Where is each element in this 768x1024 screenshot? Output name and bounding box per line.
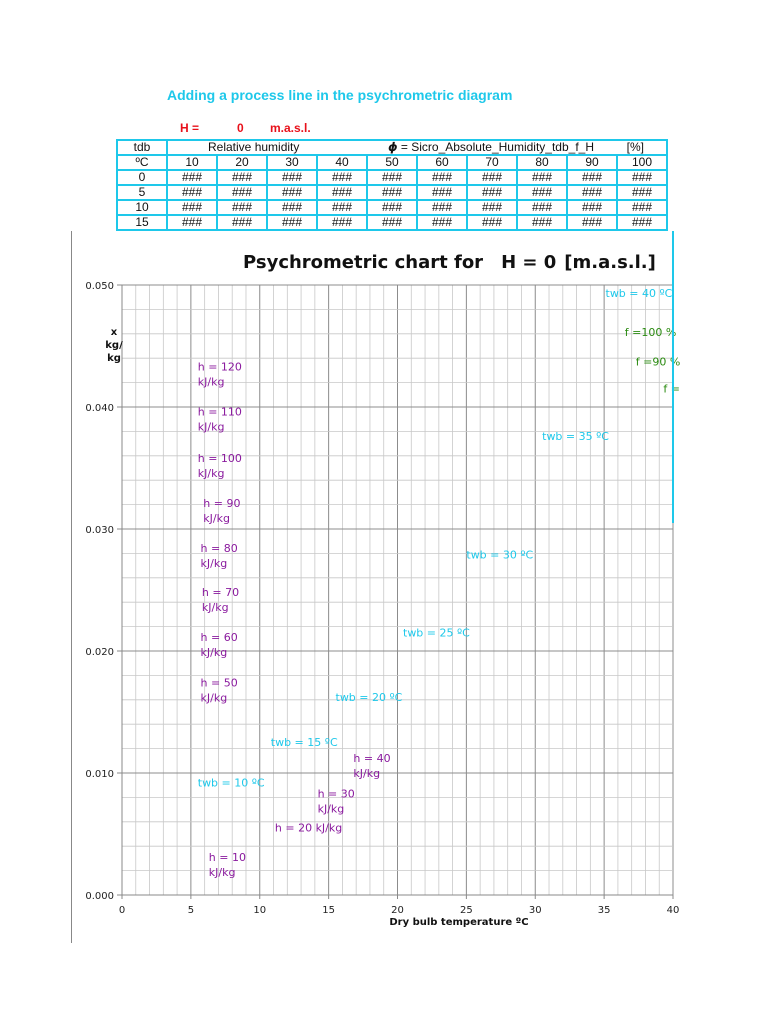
- table-cell[interactable]: ###: [167, 185, 217, 200]
- y-tick-label: 0.020: [85, 647, 114, 658]
- enthalpy-label: kJ/kg: [197, 466, 225, 480]
- y-tick-label: 0.040: [85, 403, 114, 414]
- table-cell[interactable]: ###: [517, 200, 567, 215]
- wet-bulb-label: twb = 20 ºC: [335, 691, 403, 705]
- rh-column-header: 90: [567, 155, 617, 170]
- wet-bulb-label: twb = 35 ºC: [542, 429, 609, 443]
- x-tick-label: 30: [528, 905, 542, 916]
- enthalpy-label: h = 20 kJ/kg: [274, 821, 343, 835]
- rh-column-header: 70: [467, 155, 517, 170]
- unit-header: ºC: [117, 155, 167, 170]
- y-axis-label: kg/: [105, 340, 123, 351]
- enthalpy-label: kJ/kg: [200, 691, 228, 705]
- table-cell[interactable]: ###: [617, 215, 667, 230]
- table-row: [117, 170, 667, 185]
- tdb-cell: 5: [117, 185, 167, 200]
- table-cell[interactable]: ###: [317, 170, 367, 185]
- rh-curve-label: f =100 %: [624, 326, 677, 340]
- y-tick-label: 0.030: [85, 525, 114, 536]
- enthalpy-label: h = 30: [317, 787, 355, 801]
- wet-bulb-label: twb = 10 ºC: [197, 776, 265, 790]
- humidity-table: [116, 139, 668, 231]
- enthalpy-label: h = 80: [200, 542, 238, 556]
- y-tick-label: 0.000: [85, 891, 114, 902]
- rh-column-header: 50: [367, 155, 417, 170]
- chart-panel: [71, 231, 681, 943]
- altitude-label: H =: [180, 121, 200, 135]
- table-cell[interactable]: ###: [467, 215, 517, 230]
- table-cell[interactable]: ###: [367, 185, 417, 200]
- table-cell[interactable]: ###: [617, 200, 667, 215]
- table-row: [117, 185, 667, 200]
- rh-column-header: 60: [417, 155, 467, 170]
- chart-title: [243, 252, 656, 273]
- x-tick-label: 0: [118, 905, 126, 916]
- table-cell[interactable]: ###: [217, 170, 267, 185]
- altitude-unit: m.a.s.l.: [270, 121, 311, 135]
- wet-bulb-label: twb = 15 ºC: [270, 736, 338, 750]
- rh-curve-label: f =: [663, 382, 680, 396]
- table-cell[interactable]: ###: [317, 215, 367, 230]
- rh-column-header: 80: [517, 155, 567, 170]
- enthalpy-label: h = 70: [201, 586, 240, 600]
- wet-bulb-label: twb = 25 ºC: [403, 626, 470, 640]
- y-tick-label: 0.050: [85, 281, 114, 292]
- table-cell[interactable]: ###: [517, 185, 567, 200]
- enthalpy-label: kJ/kg: [200, 557, 228, 571]
- table-cell[interactable]: ###: [617, 170, 667, 185]
- enthalpy-label: h = 50: [200, 676, 238, 690]
- psychrometric-chart: [72, 231, 681, 943]
- table-cell[interactable]: ###: [467, 200, 517, 215]
- tdb-cell: 10: [117, 200, 167, 215]
- enthalpy-label: kJ/kg: [201, 601, 229, 615]
- enthalpy-label: h = 110: [197, 405, 242, 419]
- y-tick-label: 0.010: [85, 769, 114, 780]
- enthalpy-label: kJ/kg: [203, 512, 230, 526]
- table-cell[interactable]: ###: [267, 215, 317, 230]
- table-cell[interactable]: ###: [517, 215, 567, 230]
- x-tick-label: 20: [391, 905, 404, 916]
- table-cell[interactable]: ###: [467, 185, 517, 200]
- x-axis-label: Dry bulb temperature ºC: [389, 917, 529, 928]
- chart-title-altitude: H = 0: [501, 252, 557, 273]
- enthalpy-label: kJ/kg: [353, 767, 381, 781]
- table-cell[interactable]: ###: [267, 185, 317, 200]
- table-cell[interactable]: ###: [467, 170, 517, 185]
- tdb-header: tdb: [117, 140, 167, 155]
- table-cell[interactable]: ###: [367, 215, 417, 230]
- page-title: Adding a process line in the psychrometric diagram: [167, 87, 513, 103]
- formula-unit: [%]: [626, 140, 644, 154]
- x-tick-label: 35: [597, 905, 611, 916]
- chart-title-main: Psychrometric chart for: [243, 252, 484, 273]
- rh-header-cell: [167, 140, 667, 155]
- y-axis-label: kg: [107, 353, 121, 364]
- enthalpy-label: kJ/kg: [200, 646, 228, 660]
- table-cell[interactable]: ###: [417, 200, 467, 215]
- table-cell[interactable]: ###: [417, 215, 467, 230]
- table-cell[interactable]: ###: [217, 200, 267, 215]
- table-cell[interactable]: ###: [517, 170, 567, 185]
- x-tick-label: 15: [322, 905, 335, 916]
- enthalpy-label: h = 90: [203, 497, 241, 511]
- tdb-cell: 0: [117, 170, 167, 185]
- table-row: [117, 215, 667, 230]
- table-cell[interactable]: ###: [367, 170, 417, 185]
- enthalpy-label: kJ/kg: [197, 420, 225, 434]
- x-tick-label: 5: [187, 905, 195, 916]
- formula-icon: 𝟇 =: [388, 140, 412, 154]
- rh-column-header: 40: [317, 155, 367, 170]
- rh-column-header: 10: [167, 155, 217, 170]
- x-tick-label: 25: [460, 905, 473, 916]
- enthalpy-label: h = 100: [197, 451, 242, 465]
- y-axis-label: x: [110, 327, 118, 338]
- table-cell[interactable]: ###: [567, 185, 617, 200]
- table-cell[interactable]: ###: [167, 170, 217, 185]
- x-tick-label: 10: [253, 905, 267, 916]
- enthalpy-label: h = 120: [197, 360, 242, 374]
- enthalpy-label: h = 60: [200, 631, 238, 645]
- table-cell[interactable]: ###: [567, 170, 617, 185]
- rh-column-header: 30: [267, 155, 317, 170]
- tdb-cell: 15: [117, 215, 167, 230]
- rh-column-header: 20: [217, 155, 267, 170]
- enthalpy-label: kJ/kg: [208, 865, 236, 879]
- table-cell[interactable]: ###: [217, 185, 267, 200]
- table-cell[interactable]: ###: [417, 170, 467, 185]
- table-cell[interactable]: ###: [567, 215, 617, 230]
- rh-header: Relative humidity: [208, 140, 300, 154]
- table-cell[interactable]: ###: [267, 170, 317, 185]
- table-cell[interactable]: ###: [167, 215, 217, 230]
- table-cell[interactable]: ###: [617, 185, 667, 200]
- table-cell[interactable]: ###: [417, 185, 467, 200]
- rh-column-header: 100: [617, 155, 667, 170]
- table-cell[interactable]: ###: [267, 200, 317, 215]
- rh-curve-label: f =90 %: [635, 355, 681, 369]
- enthalpy-label: h = 10: [208, 850, 246, 864]
- table-cell[interactable]: ###: [317, 200, 367, 215]
- enthalpy-label: kJ/kg: [197, 375, 225, 389]
- table-cell[interactable]: ###: [567, 200, 617, 215]
- wet-bulb-label: twb = 40 ºC: [605, 287, 673, 301]
- enthalpy-label: kJ/kg: [317, 802, 345, 816]
- table-cell[interactable]: ###: [367, 200, 417, 215]
- chart-title-unit: [m.a.s.l.]: [564, 252, 656, 273]
- altitude-value[interactable]: 0: [237, 121, 244, 135]
- formula-label: Sicro_Absolute_Humidity_tdb_f_H: [411, 140, 594, 154]
- x-tick-label: 40: [666, 905, 680, 916]
- table-cell[interactable]: ###: [167, 200, 217, 215]
- enthalpy-label: h = 40: [353, 752, 391, 766]
- table-cell[interactable]: ###: [217, 215, 267, 230]
- wet-bulb-label: twb = 30 ºC: [466, 548, 534, 562]
- table-cell[interactable]: ###: [317, 185, 367, 200]
- table-row: [117, 200, 667, 215]
